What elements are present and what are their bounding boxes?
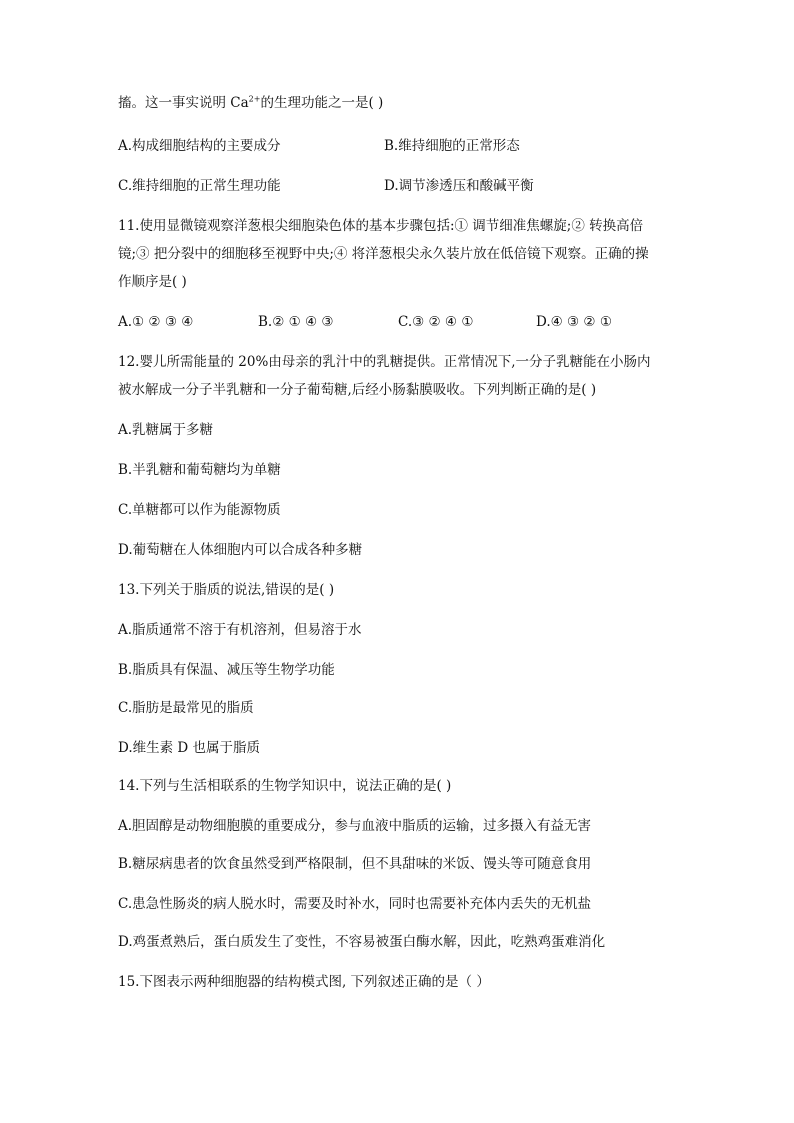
q11-stem-line-2: 镜;③ 把分裂中的细胞移至视野中央;④ 将洋葱根尖永久装片放在低倍镜下观察。正确的操 (118, 246, 649, 262)
q10-option-d: D.调节渗透压和酸碱平衡 (384, 178, 534, 194)
q11-option-d: D.④ ③ ② ① (536, 314, 612, 330)
q14-stem: 14.下列与生活相联系的生物学知识中，说法正确的是( ) (118, 778, 452, 794)
q13-stem: 13.下列关于脂质的说法,错误的是( ) (118, 582, 335, 598)
q13-option-d: D.维生素 D 也属于脂质 (118, 740, 261, 756)
q11-stem-line-3: 作顺序是( ) (118, 274, 187, 290)
q10-stem-before: 搐。这一事实说明 Ca (118, 95, 249, 111)
q12-option-a: A.乳糖属于多糖 (118, 422, 214, 438)
q14-option-a: A.胆固醇是动物细胞膜的重要成分，参与血液中脂质的运输，过多摄入有益无害 (118, 818, 592, 834)
q11-option-c: C.③ ② ④ ① (398, 314, 474, 330)
q13-option-c: C.脂肪是最常见的脂质 (118, 700, 254, 716)
q14-option-b: B.糖尿病患者的饮食虽然受到严格限制，但不具甜味的米饭、馒头等可随意食用 (118, 856, 592, 872)
q12-option-c: C.单糖都可以作为能源物质 (118, 502, 281, 518)
q10-option-a: A.构成细胞结构的主要成分 (118, 138, 281, 154)
q13-option-a: A.脂质通常不溶于有机溶剂，但易溶于水 (118, 622, 362, 638)
q10-option-b: B.维持细胞的正常形态 (384, 138, 520, 154)
q11-option-a: A.① ② ③ ④ (118, 314, 194, 330)
q11-stem-line-1: 11.使用显微镜观察洋葱根尖细胞染色体的基本步骤包括:① 调节细准焦螺旋;② 转换高倍 (118, 218, 644, 234)
q10-stem-after: 的生理功能之一是( ) (260, 95, 384, 111)
q11-option-b: B.② ① ④ ③ (258, 314, 334, 330)
q12-stem-line-2: 被水解成一分子半乳糖和一分子葡萄糖,后经小肠黏膜吸收。下列判断正确的是( ) (118, 382, 597, 398)
q10-stem-superscript: 2+ (248, 94, 261, 104)
q12-option-d: D.葡萄糖在人体细胞内可以合成各种多糖 (118, 542, 363, 558)
q14-option-d: D.鸡蛋煮熟后，蛋白质发生了变性，不容易被蛋白酶水解，因此，吃熟鸡蛋难消化 (118, 934, 606, 950)
q12-stem-line-1: 12.婴儿所需能量的 20%由母亲的乳汁中的乳糖提供。正常情况下,一分子乳糖能在小肠内 (118, 354, 651, 370)
q10-stem (118, 95, 383, 111)
q10-option-c: C.维持细胞的正常生理功能 (118, 178, 281, 194)
q15-stem: 15.下图表示两种细胞器的结构模式图, 下列叙述正确的是（ ） (118, 974, 490, 990)
q14-option-c: C.患急性肠炎的病人脱水时，需要及时补水，同时也需要补充体内丢失的无机盐 (118, 896, 592, 912)
q13-option-b: B.脂质具有保温、减压等生物学功能 (118, 662, 335, 678)
q12-option-b: B.半乳糖和葡萄糖均为单糖 (118, 462, 281, 478)
